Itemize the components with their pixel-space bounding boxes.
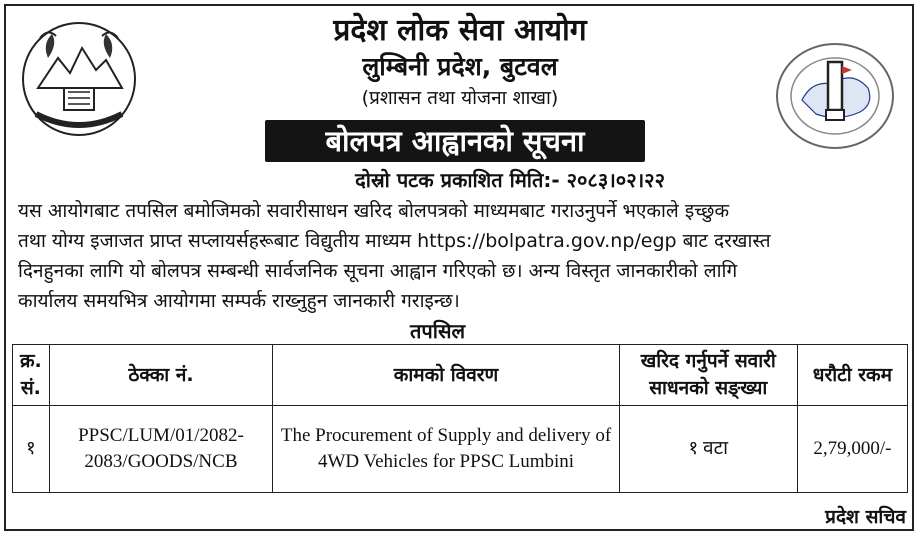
provincial-psc-seal-icon [772, 40, 898, 152]
department-name: (प्रशासन तथा योजना शाखा) [361, 87, 559, 109]
cell-serial: १ [13, 406, 50, 493]
body-line: दिनहुनका लागि यो बोलपत्र सम्बन्धी सार्वजनिक सूचना आह्वान गरिएको छ। अन्य विस्तृत जानकारीको लागि [18, 260, 738, 282]
body-line: कार्यालय समयभित्र आयोगमा सम्पर्क राख्नुहुन जानकारी गराइन्छ। [18, 290, 460, 312]
table-header-row [13, 345, 908, 406]
org-name: प्रदेश लोक सेवा आयोग [333, 13, 587, 48]
publication-date: दोस्रो पटक प्रकाशित मिति:- २०८३।०२।२२ [355, 168, 665, 192]
header-description: कामको विवरण [273, 345, 620, 406]
details-title: तपसिल [410, 319, 466, 343]
nepal-government-emblem-icon [18, 18, 140, 140]
header [180, 12, 740, 112]
cell-contract-no: PPSC/LUM/01/2082-2083/GOODS/NCB [49, 406, 273, 493]
body-line: तथा योग्य इजाजत प्राप्त सप्लायर्सहरूबाट विद्युतीय माध्यम https://bolpatra.gov.np/egp बाट दरखास्त [18, 230, 771, 252]
table-row [13, 406, 908, 493]
details-table [12, 344, 908, 493]
notice-title-banner: बोलपत्र आह्वानको सूचना [265, 120, 645, 162]
cell-description: The Procurement of Supply and delivery of 4WD Vehicles for PPSC Lumbini [273, 406, 620, 493]
header-contract-no: ठेक्का नं. [49, 345, 273, 406]
header-deposit: धरौटी रकम [797, 345, 907, 406]
notice-body [18, 196, 904, 316]
header-serial: क्र. सं. [13, 345, 50, 406]
body-line: यस आयोगबाट तपसिल बमोजिमको सवारीसाधन खरिद बोलपत्रको माध्यमबाट गराउनुपर्ने भएकाले इच्छुक [18, 200, 730, 222]
header-quantity: खरिद गर्नुपर्ने सवारी साधनको सङ्ख्या [619, 345, 797, 406]
cell-quantity: १ वटा [619, 406, 797, 493]
cell-deposit: 2,79,000/- [797, 406, 907, 493]
signature: प्रदेश सचिव [825, 506, 906, 528]
org-location: लुम्बिनी प्रदेश, बुटवल [362, 52, 558, 81]
